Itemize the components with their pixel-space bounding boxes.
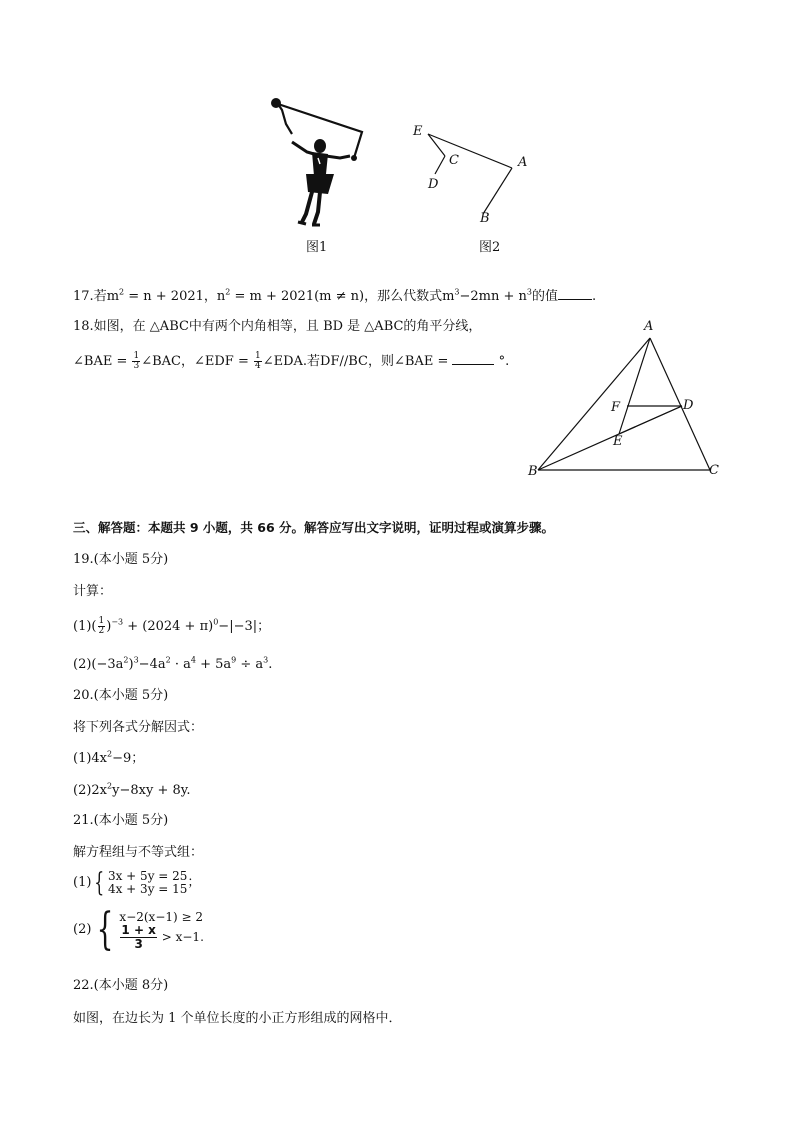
question-21-instruction: 解方程组与不等式组：: [73, 845, 204, 860]
question-22-text: 如图，在边长为 1 个单位长度的小正方形组成的网格中．: [73, 1011, 402, 1026]
triangle-figure: [520, 320, 730, 485]
tri-label-B: B: [528, 464, 538, 479]
question-21-part1: (1) { 3x + 5y = 25 4x + 3y = 15 ；: [73, 868, 201, 898]
question-21-header: 21.(本小题 5分): [73, 813, 169, 828]
question-21-part2: (2) { x−2(x−1) ≥ 2 $\frac{1 + x}{3}$ > x−1.: [73, 904, 204, 955]
question-18-line1: 18.如图，在 △ABC中有两个内角相等，且 BD 是 △ABC的角平分线，: [73, 319, 482, 334]
answer-blank[interactable]: [452, 352, 494, 365]
question-22-header: 22.(本小题 8分): [73, 978, 169, 993]
figure1-caption: 图1: [306, 240, 328, 255]
fig2-label-D: D: [428, 177, 439, 192]
dancer-figure: [262, 94, 370, 229]
figure2-caption: 图2: [479, 240, 501, 255]
tri-label-E: E: [613, 434, 623, 449]
tri-label-A: A: [644, 319, 654, 334]
question-20-part2: $(2)2x^2y-8xy + 8y$.: [73, 781, 191, 798]
question-19-part2: $(2)(-3a^2)^3-4a^2 \cdot a^4 + 5a^9 \div a^3$.: [73, 655, 273, 672]
question-18-line2: ∠BAE = $\frac{1}{3}$ ∠BAC，∠EDF = $\frac{1}{4}$ ∠EDA.若DF//BC，则∠BAE = °.: [73, 351, 510, 371]
tri-label-D: D: [683, 398, 694, 413]
question-17: 17.若$m^2 = n + 2021$，$n^2 = m + 2021(m \ne n)$，那么代数式$m^3-2mn + n^3$的值 .: [73, 287, 597, 304]
tri-label-C: C: [709, 463, 719, 478]
question-20-part1: $(1)4x^2-9$；: [73, 749, 145, 766]
question-19-instruction: 计算：: [73, 584, 113, 599]
question-19-part1: (1)( $\frac{1}{2}$ )$^{-3} + (2024 + \pi)^0-|-3|$；: [73, 616, 271, 636]
question-20-header: 20.(本小题 5分): [73, 688, 169, 703]
fig2-label-B: B: [480, 211, 490, 226]
tri-label-F: F: [611, 400, 621, 415]
fig2-label-C: C: [449, 153, 459, 168]
question-20-instruction: 将下列各式分解因式：: [73, 720, 204, 735]
fig2-label-E: E: [413, 124, 423, 139]
answer-blank[interactable]: [558, 287, 592, 300]
section-header: 三、解答题：本题共 9 小题，共 66 分。解答应写出文字说明，证明过程或演算步骤。: [73, 520, 555, 535]
fig2-label-A: A: [518, 155, 528, 170]
question-19-header: 19.(本小题 5分): [73, 552, 169, 567]
